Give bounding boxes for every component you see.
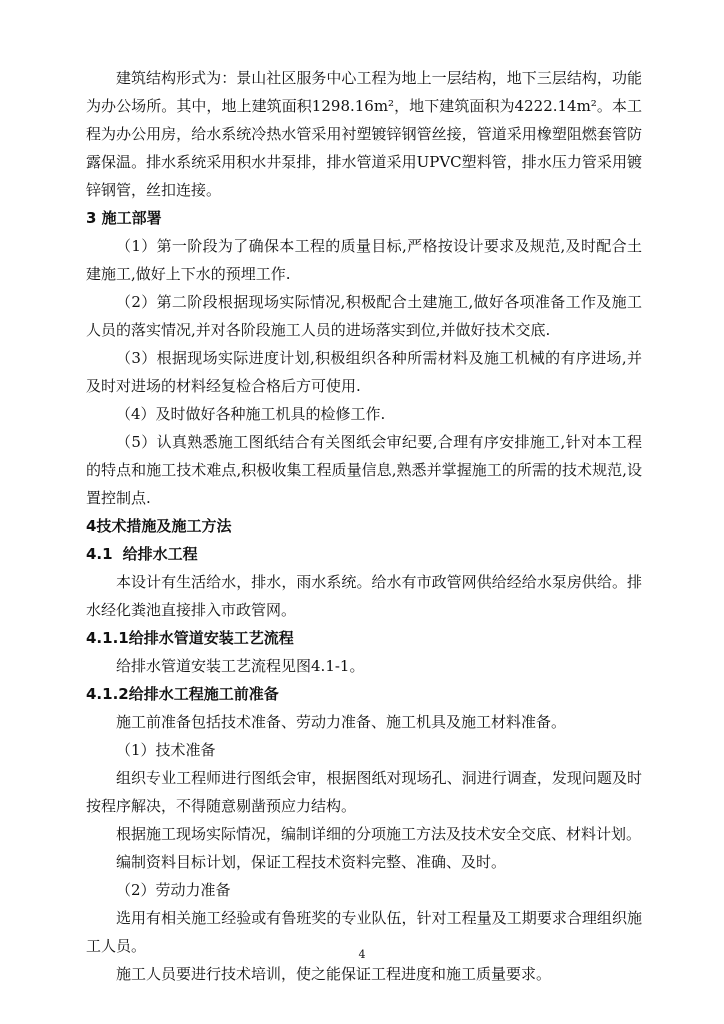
- section-4-1-2-heading: 4.1.2给排水工程施工前准备: [86, 685, 279, 703]
- section-4-1-number: 4.1: [86, 545, 113, 563]
- section-4-1-1-body: 给排水管道安装工艺流程见图4.1-1。: [116, 657, 365, 675]
- section-3-item: （1）第一阶段为了确保本工程的质量目标,严格按设计要求及规范,及时配合土建施工,做好上下水的预埋工作.: [86, 237, 642, 283]
- section-4-1-title: 给排水工程: [122, 545, 198, 563]
- section-4-1-body: 本设计有生活给水，排水，雨水系统。给水有市政管网供给经给水泵房供给。排水经化粪池直接排入市政管网。: [86, 573, 642, 619]
- section-3-item: （3）根据现场实际进度计划,积极组织各种所需材料及施工机械的有序进场,并及时对进场的材料经复检合格后方可使用.: [86, 349, 642, 395]
- section-4-heading: 4技术措施及施工方法: [86, 517, 232, 535]
- tech-prep-item: 组织专业工程师进行图纸会审，根据图纸对现场孔、洞进行调查，发现问题及时按程序解决，不得随意剔凿预应力结构。: [86, 769, 642, 815]
- section-4-1-2-intro: 施工前准备包括技术准备、劳动力准备、施工机具及施工材料准备。: [116, 713, 567, 731]
- section-4-1-heading: [86, 540, 642, 568]
- section-3-item: （4）及时做好各种施工机具的检修工作.: [116, 405, 386, 423]
- document-body: [86, 64, 642, 988]
- section-4-1-1-heading: 4.1.1给排水管道安装工艺流程: [86, 629, 294, 647]
- section-3-item: （5）认真熟悉施工图纸结合有关图纸会审纪要,合理有序安排施工,针对本工程的特点和施工技术难点,积极收集工程质量信息,熟悉并掌握施工的所需的技术规范,设置控制点.: [86, 433, 642, 507]
- section-3-heading: 3 施工部署: [86, 209, 162, 227]
- page-number: 4: [358, 948, 366, 961]
- labor-prep-title: （2）劳动力准备: [116, 881, 231, 899]
- tech-prep-title: （1）技术准备: [116, 741, 216, 759]
- intro-paragraph: 建筑结构形式为：景山社区服务中心工程为地上一层结构，地下三层结构，功能为办公场所。其中，地上建筑面积1298.16m²，地下建筑面积为4222.14m²。本工程为办公用房，给水系统冷热水管采用衬塑镀锌钢管丝接，管道采用橡塑阻燃套管防露保温。排水系统采用积水井泵排，排水管道采用UPVC塑料管，排水压力管采用镀锌钢管，丝扣连接。: [86, 69, 642, 199]
- tech-prep-item: 根据施工现场实际情况，编制详细的分项施工方法及技术安全交底、材料计划。: [116, 825, 642, 843]
- labor-prep-item: 选用有相关施工经验或有鲁班奖的专业队伍，针对工程量及工期要求合理组织施工人员。: [86, 909, 642, 955]
- section-3-item: （2）第二阶段根据现场实际情况,积极配合土建施工,做好各项准备工作及施工人员的落实情况,并对各阶段施工人员的进场落实到位,并做好技术交底.: [86, 293, 642, 339]
- labor-prep-item: 施工人员要进行技术培训，使之能保证工程进度和施工质量要求。: [116, 965, 552, 983]
- tech-prep-item: 编制资料目标计划，保证工程技术资料完整、准确、及时。: [116, 853, 507, 871]
